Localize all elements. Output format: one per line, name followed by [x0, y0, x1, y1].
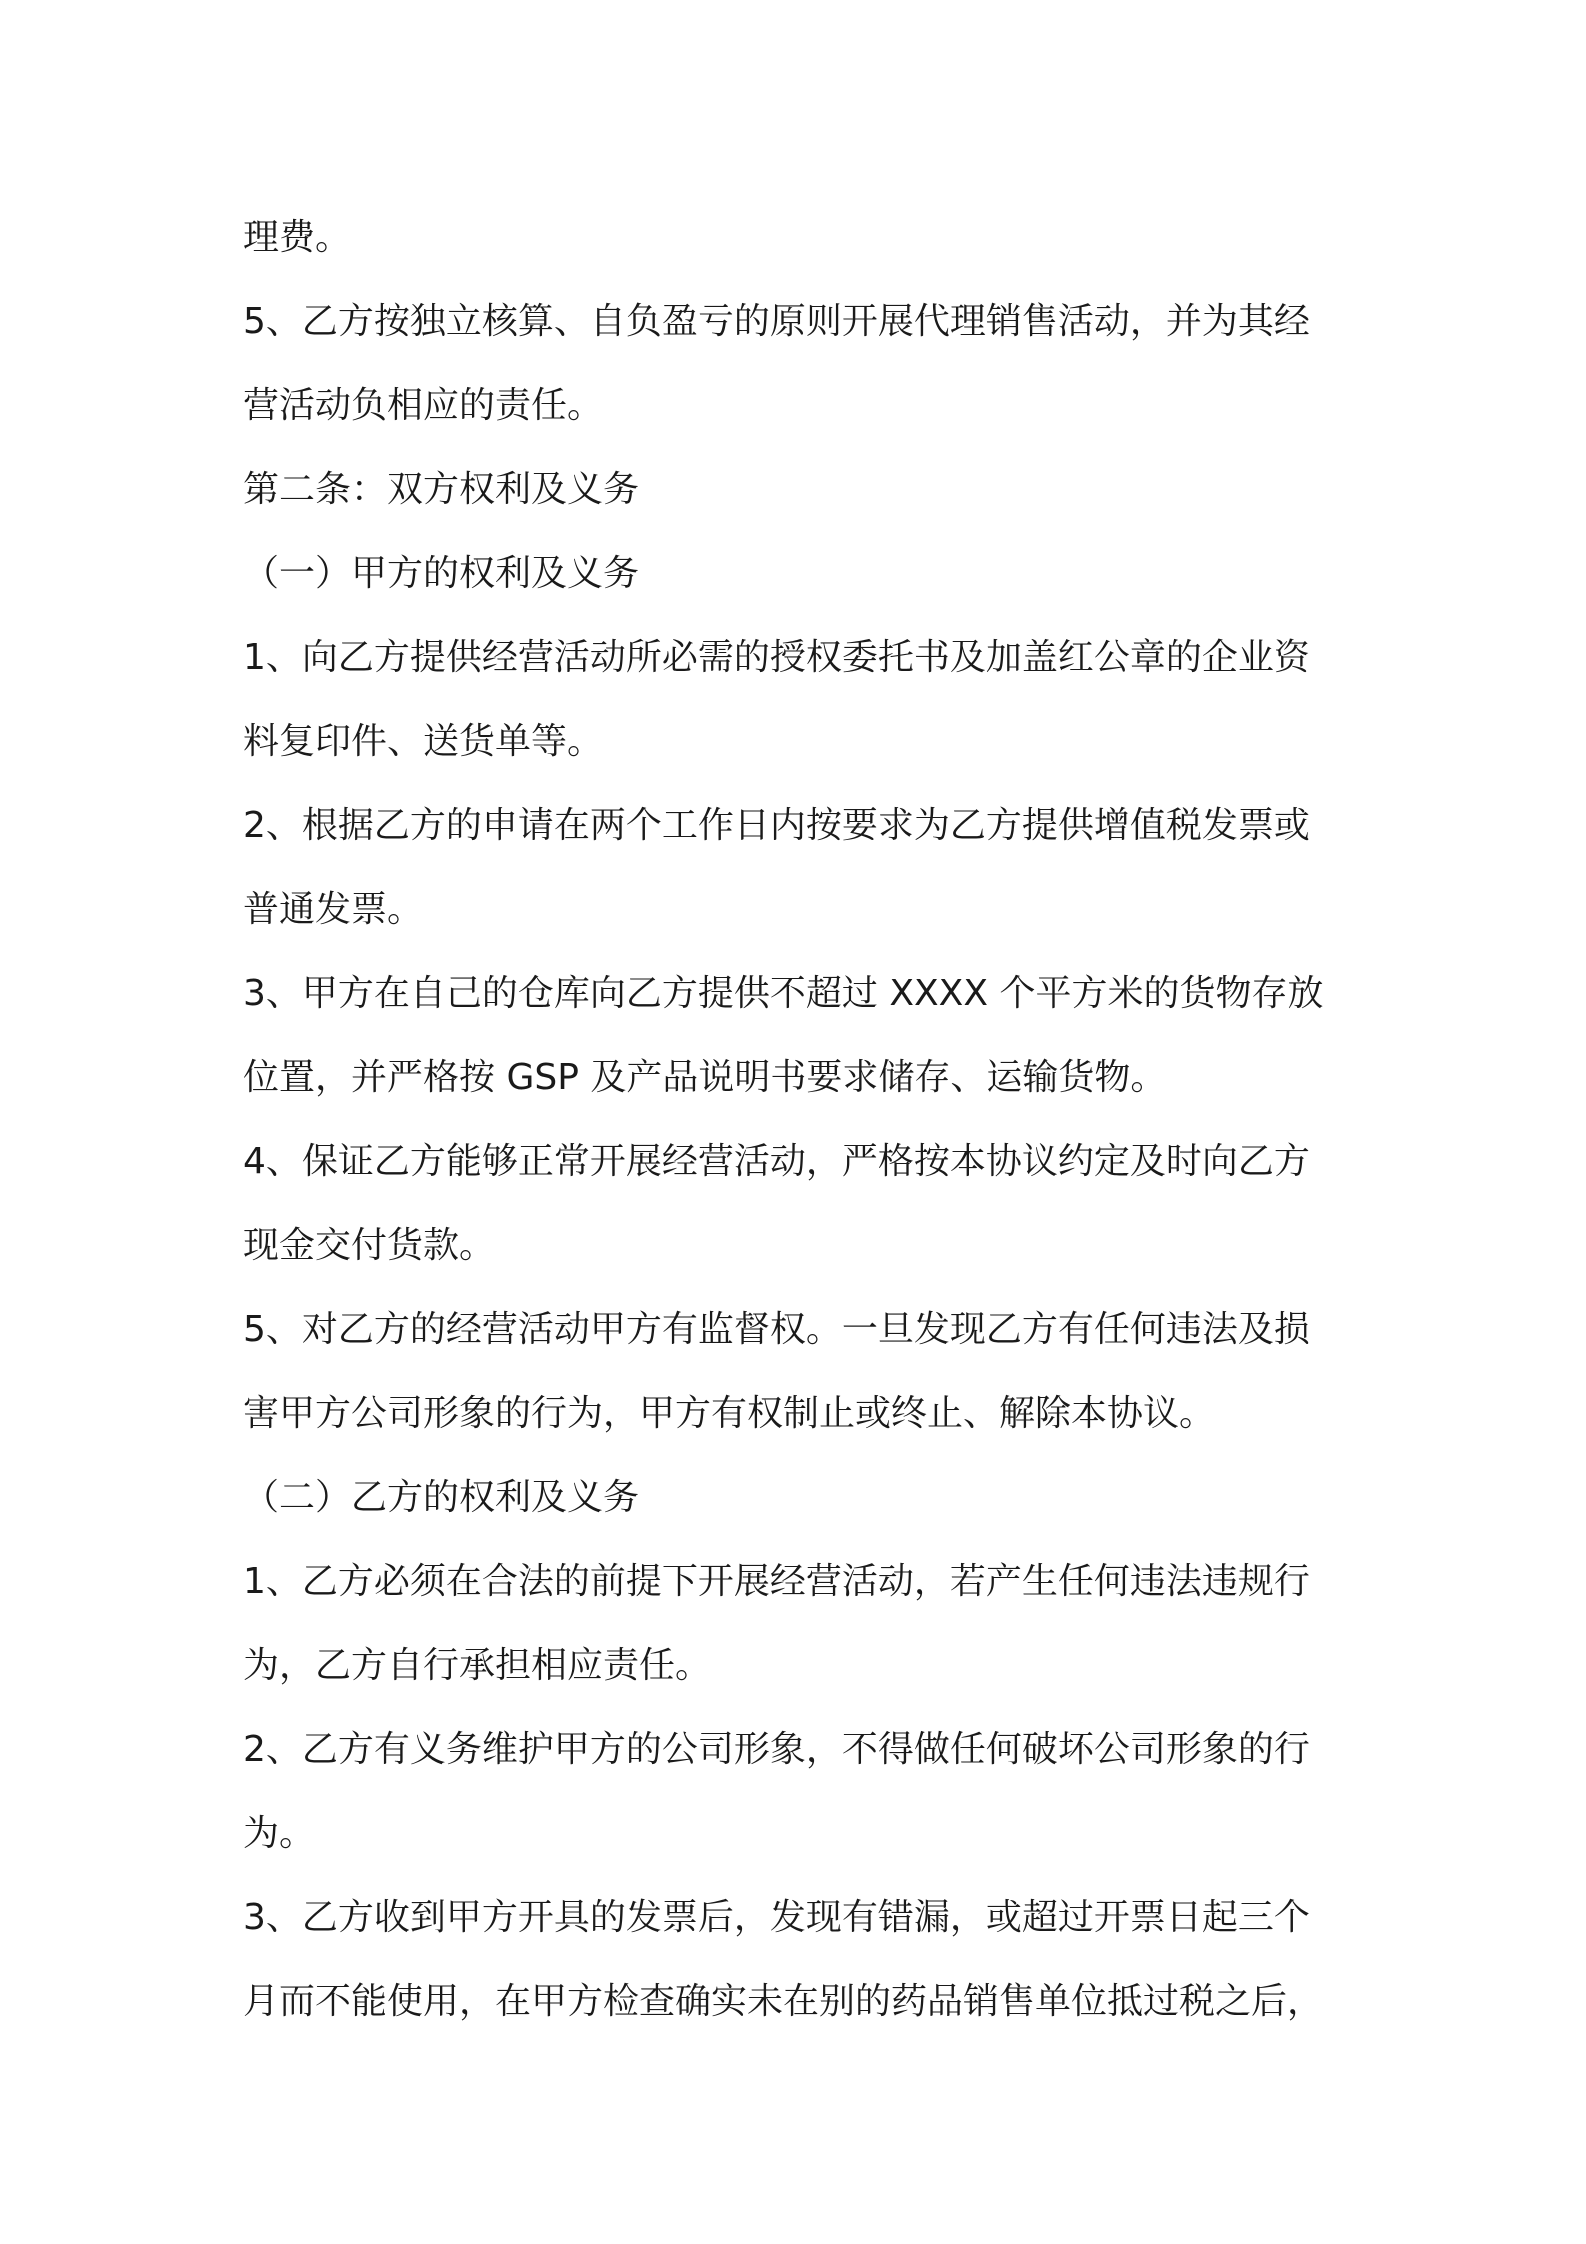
text-line: 营活动负相应的责任。 [243, 385, 604, 426]
text-line: 月而不能使用，在甲方检查确实未在别的药品销售单位抵过税之后， [243, 1981, 1324, 2022]
text-line: 现金交付货款。 [243, 1225, 496, 1266]
subsection-heading: （一）甲方的权利及义务 [243, 553, 640, 594]
text-line: 位置，并严格按 GSP 及产品说明书要求储存、运输货物。 [243, 1057, 1167, 1098]
text-line: 3、乙方收到甲方开具的发票后，发现有错漏，或超过开票日起三个 [243, 1897, 1310, 1938]
text-line: 1、向乙方提供经营活动所必需的授权委托书及加盖红公章的企业资 [243, 637, 1310, 678]
text-line: 理费。 [243, 217, 352, 258]
text-line: 5、乙方按独立核算、自负盈亏的原则开展代理销售活动，并为其经 [243, 301, 1310, 342]
text-line: 2、根据乙方的申请在两个工作日内按要求为乙方提供增值税发票或 [243, 805, 1310, 846]
text-line: 3、甲方在自己的仓库向乙方提供不超过 XXXX 个平方米的货物存放 [243, 973, 1324, 1014]
text-line: 4、保证乙方能够正常开展经营活动，严格按本协议约定及时向乙方 [243, 1141, 1310, 1182]
text-line: 普通发票。 [243, 889, 424, 930]
text-line: 1、乙方必须在合法的前提下开展经营活动，若产生任何违法违规行 [243, 1561, 1310, 1602]
text-line: 料复印件、送货单等。 [243, 721, 604, 762]
text-line: 5、对乙方的经营活动甲方有监督权。一旦发现乙方有任何违法及损 [243, 1309, 1310, 1350]
section-heading: 第二条：双方权利及义务 [243, 469, 640, 510]
document-body [243, 196, 1363, 2044]
subsection-heading: （二）乙方的权利及义务 [243, 1477, 640, 1518]
text-line: 2、乙方有义务维护甲方的公司形象，不得做任何破坏公司形象的行 [243, 1729, 1310, 1770]
text-line: 为。 [243, 1813, 316, 1854]
text-line: 害甲方公司形象的行为，甲方有权制止或终止、解除本协议。 [243, 1393, 1216, 1434]
text-line: 为，乙方自行承担相应责任。 [243, 1645, 712, 1686]
